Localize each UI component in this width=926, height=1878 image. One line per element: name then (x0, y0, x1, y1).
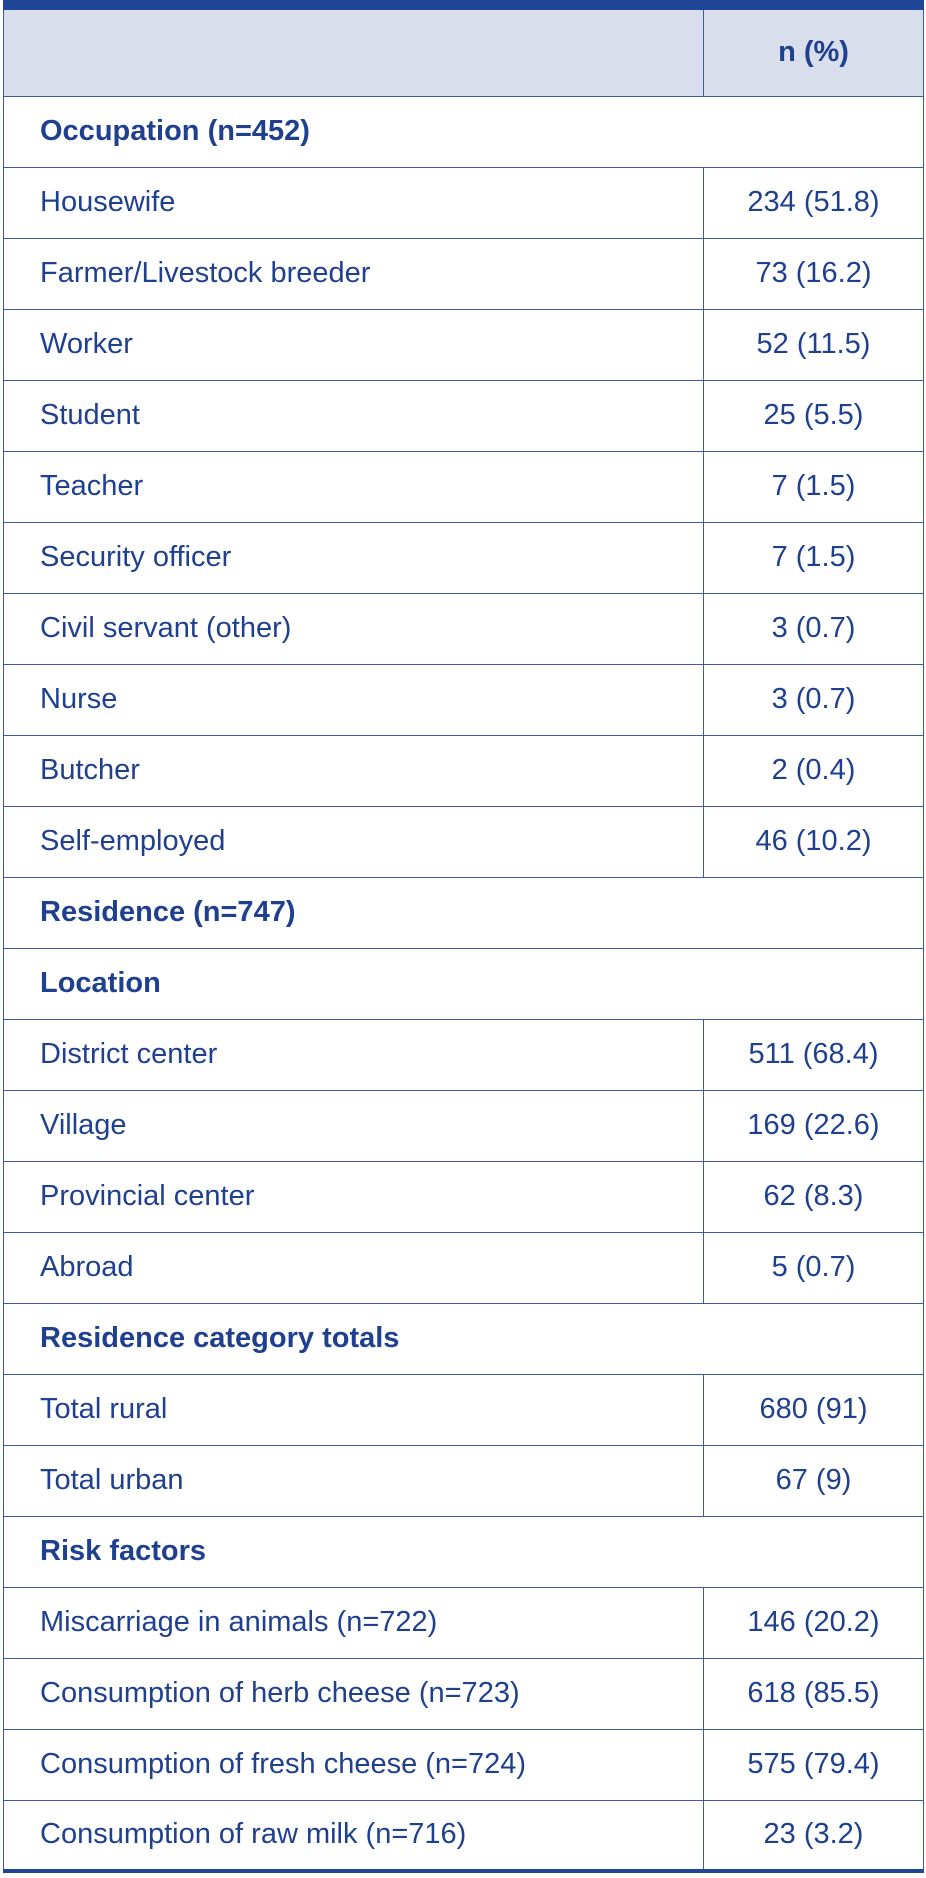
row-value: 146 (20.2) (704, 1587, 924, 1658)
row-value: 25 (5.5) (704, 380, 924, 451)
table-row (4, 1019, 924, 1090)
row-value: 234 (51.8) (704, 167, 924, 238)
row-value: 680 (91) (704, 1374, 924, 1445)
row-label: Housewife (4, 167, 704, 238)
row-label: Teacher (4, 451, 704, 522)
section-heading: Location (4, 948, 924, 1019)
row-label: Student (4, 380, 704, 451)
data-table (3, 0, 924, 1873)
table-row (4, 1800, 924, 1871)
table-row (4, 1729, 924, 1800)
section-heading: Occupation (n=452) (4, 96, 924, 167)
table-row (4, 309, 924, 380)
header-n-percent: n (%) (704, 5, 924, 96)
table-header (4, 5, 924, 96)
section-heading: Residence (n=747) (4, 877, 924, 948)
table-row (4, 806, 924, 877)
row-value: 46 (10.2) (704, 806, 924, 877)
table-row (4, 238, 924, 309)
row-value: 67 (9) (704, 1445, 924, 1516)
table-row (4, 380, 924, 451)
table-row (4, 1445, 924, 1516)
table-row (4, 451, 924, 522)
row-value: 3 (0.7) (704, 593, 924, 664)
row-label: Civil servant (other) (4, 593, 704, 664)
row-label: Security officer (4, 522, 704, 593)
row-label: Abroad (4, 1232, 704, 1303)
row-value: 575 (79.4) (704, 1729, 924, 1800)
table-row (4, 1658, 924, 1729)
table-body (4, 96, 924, 1871)
row-label: Village (4, 1090, 704, 1161)
row-value: 62 (8.3) (704, 1161, 924, 1232)
header-row (4, 5, 924, 96)
row-value: 5 (0.7) (704, 1232, 924, 1303)
table-row (4, 593, 924, 664)
row-value: 7 (1.5) (704, 451, 924, 522)
row-label: Provincial center (4, 1161, 704, 1232)
row-label: Consumption of herb cheese (n=723) (4, 1658, 704, 1729)
row-value: 52 (11.5) (704, 309, 924, 380)
table-row (4, 1587, 924, 1658)
section-row (4, 1303, 924, 1374)
section-heading: Residence category totals (4, 1303, 924, 1374)
table-row (4, 1161, 924, 1232)
section-row (4, 96, 924, 167)
row-value: 3 (0.7) (704, 664, 924, 735)
row-label: Nurse (4, 664, 704, 735)
table-row (4, 664, 924, 735)
row-value: 2 (0.4) (704, 735, 924, 806)
table-row (4, 167, 924, 238)
row-label: Self-employed (4, 806, 704, 877)
row-value: 169 (22.6) (704, 1090, 924, 1161)
row-label: Total urban (4, 1445, 704, 1516)
header-label-cell (4, 5, 704, 96)
row-value: 73 (16.2) (704, 238, 924, 309)
row-label: Miscarriage in animals (n=722) (4, 1587, 704, 1658)
table-row (4, 1374, 924, 1445)
row-label: Butcher (4, 735, 704, 806)
row-label: Consumption of fresh cheese (n=724) (4, 1729, 704, 1800)
table-row (4, 735, 924, 806)
section-row (4, 877, 924, 948)
row-value: 511 (68.4) (704, 1019, 924, 1090)
row-label: Farmer/Livestock breeder (4, 238, 704, 309)
section-row (4, 1516, 924, 1587)
row-value: 7 (1.5) (704, 522, 924, 593)
table-row (4, 522, 924, 593)
table-row (4, 1232, 924, 1303)
row-value: 618 (85.5) (704, 1658, 924, 1729)
row-label: Consumption of raw milk (n=716) (4, 1800, 704, 1871)
row-label: Total rural (4, 1374, 704, 1445)
row-value: 23 (3.2) (704, 1800, 924, 1871)
row-label: Worker (4, 309, 704, 380)
section-heading: Risk factors (4, 1516, 924, 1587)
section-row (4, 948, 924, 1019)
table-row (4, 1090, 924, 1161)
row-label: District center (4, 1019, 704, 1090)
